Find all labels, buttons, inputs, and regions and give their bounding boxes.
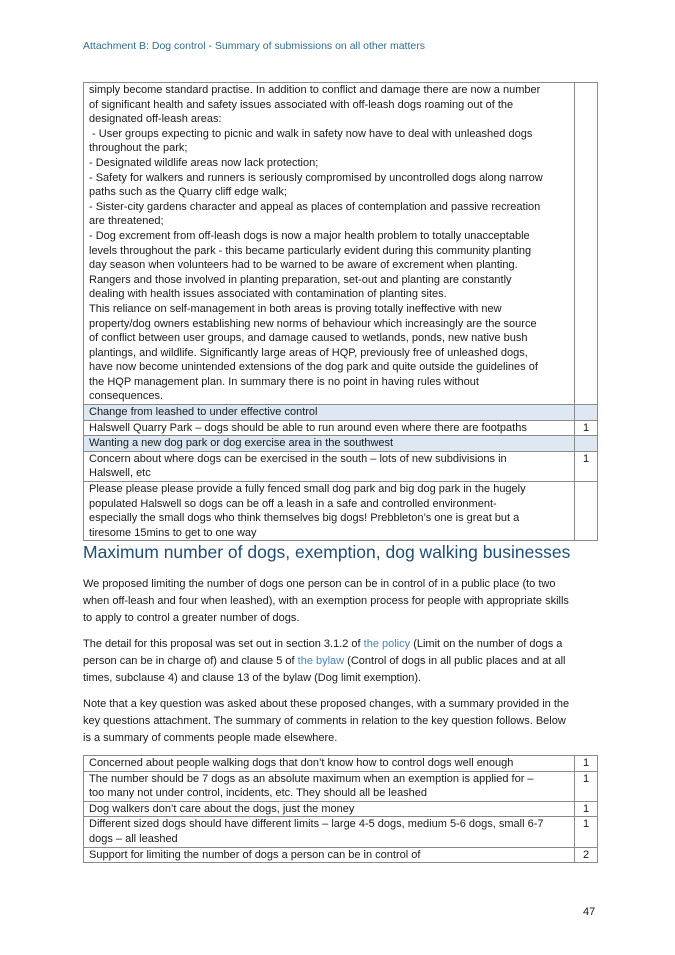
comment-cell [84, 451, 575, 481]
text-line: We proposed limiting the number of dogs one person can be in control of in a public place (to two [83, 578, 556, 590]
text-line: Concern about where dogs can be exercised in the south – lots of new subdivisions in [89, 452, 507, 465]
text-line: the HQP management plan. In summary there is no point in having rules without [89, 375, 479, 388]
text-line: too many not under control, incidents, etc. They should all be leashed [89, 787, 427, 800]
text-line: especially the small dogs who think themselves big dogs! Prebbleton’s one is great but a [89, 512, 520, 525]
count-cell: 1 [575, 451, 598, 481]
text-line: times, subclause 4) and clause 13 of the bylaw (Dog limit exemption). [83, 672, 422, 684]
text-line: property/dog owners establishing new norms of behaviour which increasingly are the source [89, 317, 537, 330]
table-row [84, 420, 598, 436]
comment-cell [84, 83, 575, 405]
table-row [84, 771, 598, 801]
text-line: of conflict between user groups, and damage caused to wetlands, ponds, new native bush [89, 332, 528, 345]
text-line: key questions attachment. The summary of comments in relation to the key question follows. Below [83, 715, 566, 727]
text-line: Rangers and those involved in planting preparation, set-out and planting are constantly [89, 273, 512, 286]
table-row [84, 756, 598, 772]
text-line: simply become standard practise. In addition to conflict and damage there are now a number [89, 84, 541, 96]
text-line: Concerned about people walking dogs that don’t know how to control dogs well enough [89, 757, 514, 769]
count-cell [575, 436, 598, 452]
count-cell: 1 [575, 817, 598, 847]
text-span: The detail for this proposal was set out in section 3.1.2 of [83, 638, 364, 650]
count-cell: 1 [575, 756, 598, 772]
note-paragraph [83, 696, 603, 747]
comment-cell [84, 756, 575, 772]
text-line [83, 653, 603, 670]
text-line: Note that a key question was asked about these proposed changes, with a summary provided in the [83, 698, 570, 710]
table-row [84, 801, 598, 817]
bylaw-link[interactable]: the bylaw [297, 655, 345, 667]
text-line: - Designated wildlife areas now lack protection; [89, 156, 319, 169]
group-heading-row [84, 405, 598, 421]
count-cell [575, 405, 598, 421]
text-line [83, 636, 603, 653]
text-line: day season when volunteers had to be warned to be aware of excrement when planting. [89, 259, 518, 272]
text-line: plantings, and wildlife. Significantly large areas of HQP, previously free of unleashed dogs, [89, 346, 528, 359]
text-line: are threatened; [89, 215, 164, 228]
text-line: The number should be 7 dogs as an absolute maximum when an exemption is applied for – [89, 772, 534, 785]
group-heading: Change from leashed to under effective control [84, 405, 575, 421]
group-heading-row [84, 436, 598, 452]
table-row [84, 482, 598, 541]
text-line: to apply to control a greater number of dogs. [83, 612, 300, 624]
count-cell [575, 83, 598, 405]
text-line: dogs – all leashed [89, 832, 178, 845]
table-row [84, 451, 598, 481]
count-cell: 1 [575, 801, 598, 817]
table-row [84, 817, 598, 847]
page-number: 47 [583, 906, 596, 918]
count-cell: 2 [575, 847, 598, 863]
text-span: (Limit on the number of dogs a [410, 638, 563, 650]
text-line: - Sister-city gardens character and appeal as places of contemplation and passive recreation [89, 200, 541, 213]
comment-cell [84, 847, 575, 863]
text-line: is a summary of comments people made elsewhere. [83, 732, 338, 744]
table-row [84, 847, 598, 863]
comment-cell: Halswell Quarry Park – dogs should be able to run around even where there are footpaths [84, 420, 575, 436]
policy-link[interactable]: the policy [363, 638, 411, 650]
detail-paragraph [83, 636, 603, 687]
text-line: - User groups expecting to picnic and walk in safety now have to deal with unleashed dogs [89, 127, 533, 140]
text-line: - Dog excrement from off-leash dogs is now a major health problem to totally unacceptable [89, 229, 530, 242]
table-row [84, 83, 598, 405]
text-line: Support for limiting the number of dogs a person can be in control of [89, 848, 421, 861]
count-cell: 1 [575, 771, 598, 801]
text-line: throughout the park; [89, 142, 188, 155]
text-line: Different sized dogs should have different limits – large 4-5 dogs, medium 5-6 dogs, small 6-7 [89, 818, 544, 831]
comment-cell [84, 817, 575, 847]
text-line: have now become unintended extensions of the dog park and quite outside the guidelines of [89, 361, 538, 374]
comments-table [83, 755, 598, 863]
page-header: Attachment B: Dog control - Summary of submissions on all other matters [83, 40, 425, 52]
text-line: of significant health and safety issues associated with off-leash dogs roaming out of the [89, 98, 514, 111]
count-cell: 1 [575, 420, 598, 436]
text-line: Dog walkers don’t care about the dogs, just the money [89, 802, 355, 815]
text-line: paths such as the Quarry cliff edge walk; [89, 186, 287, 199]
comment-cell [84, 482, 575, 541]
comment-cell [84, 801, 575, 817]
text-line: dealing with health issues associated with contamination of planting sites. [89, 288, 447, 301]
text-span: (Control of dogs in all public places and at all [344, 655, 566, 667]
text-line: This reliance on self-management in both areas is proving totally ineffective with new [89, 302, 502, 315]
count-cell [575, 482, 598, 541]
text-line: when off-leash and four when leashed), with an exemption process for people with appropriate skills [83, 595, 569, 607]
text-line: Please please please provide a fully fenced small dog park and big dog park in the hugely [89, 483, 526, 496]
submissions-table [83, 82, 598, 541]
text-line: consequences. [89, 390, 163, 403]
section-heading: Maximum number of dogs, exemption, dog walking businesses [83, 542, 571, 562]
text-line: - Safety for walkers and runners is seriously compromised by uncontrolled dogs along narrow [89, 171, 543, 184]
text-line: levels throughout the park - this became particularly evident during this community planting [89, 244, 532, 257]
text-span: person can be in charge of) and clause 5 of [83, 655, 298, 667]
intro-paragraph [83, 576, 603, 627]
text-line: populated Halswell so dogs can be off a leash in a safe and controlled environment- [89, 497, 497, 510]
group-heading: Wanting a new dog park or dog exercise area in the southwest [84, 436, 575, 452]
text-line: Halswell, etc [89, 467, 151, 480]
comment-cell [84, 771, 575, 801]
text-line: tiresome 15mins to get to one way [89, 526, 257, 539]
text-line: designated off-leash areas: [89, 113, 222, 126]
